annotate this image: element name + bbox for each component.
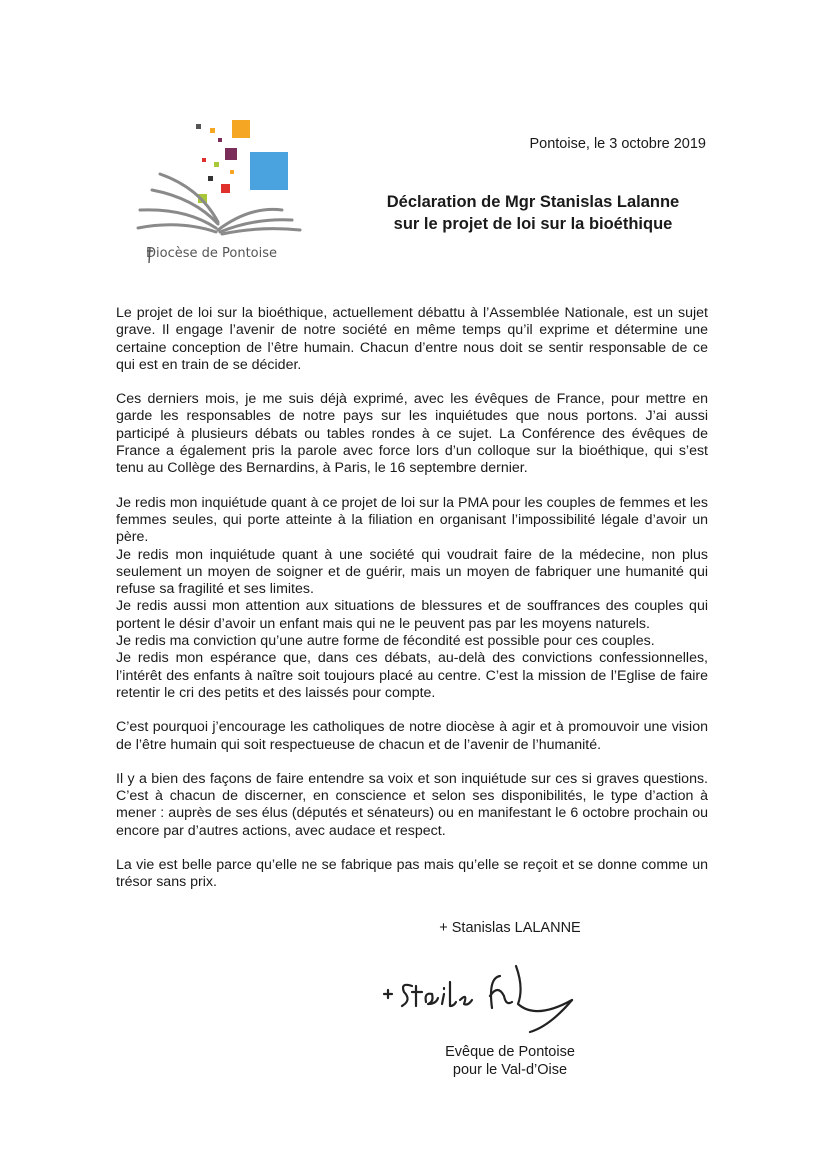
paragraph: La vie est belle parce qu’elle ne se fabrique pas mais qu’elle se reçoit et se donne comme un trésor sans prix.	[116, 857, 708, 891]
logo-text: Diocèse de Pontoise	[146, 246, 277, 261]
signatory-role	[420, 1043, 600, 1079]
letter-body	[116, 305, 708, 909]
role-line-1: Evêque de Pontoise	[445, 1044, 575, 1060]
letter-date: Pontoise, le 3 octobre 2019	[529, 136, 706, 152]
logo-square-red	[221, 184, 230, 193]
title-line-2: sur le projet de loi sur la bioéthique	[393, 215, 673, 233]
letter-title	[340, 191, 726, 235]
paragraph: Je redis mon inquiétude quant à une société qui voudrait faire de la médecine, non plus seulement un moyen de soigner et de guérir, mais un moyen de fabriquer une humanité qui refuse sa fragilité et ses limites.	[116, 546, 708, 598]
role-line-2: pour le Val-d’Oise	[452, 1062, 568, 1078]
paragraph: Je redis mon espérance que, dans ces débats, au-delà des convictions confessionnelles, l’intérêt des enfants à naître soit toujours placé au centre. C’est la mission de l’Eglise de faire retentir le cri des petits et des laissés pour compte.	[116, 650, 708, 701]
logo-graphic	[130, 112, 310, 252]
logo-square-grey	[196, 124, 201, 129]
paragraph: Ces derniers mois, je me suis déjà exprimé, avec les évêques de France, pour mettre en garde les responsables de notre pays sur les inquiétudes que nous portons. J’ai aussi participé à plusieurs débats ou tables rondes à ce sujet. La Conférence des évêques de France a également pris la parole avec force lors d’un colloque sur la bioéthique, qui s’est tenu au Collège des Bernardins, à Paris, le 16 septembre dernier.	[116, 391, 708, 477]
logo-square-purple	[225, 148, 237, 160]
diocese-logo	[130, 112, 310, 272]
paragraph: Je redis mon inquiétude quant à ce projet de loi sur la PMA pour les couples de femmes et les femmes seules, qui porte atteinte à la filiation en organisant l’impossibilité légale d’avoir un père.	[116, 494, 708, 546]
paragraph: Je redis ma conviction qu’une autre forme de fécondité est possible pour ces couples.	[116, 633, 655, 650]
paragraph: Il y a bien des façons de faire entendre sa voix et son inquiétude sur ces si graves questions. C’est à chacun de discerner, en conscience et selon ses disponibilités, le type d’action à mener : auprès de ses élus (députés et sénateurs) ou en manifestant le 6 octobre prochain ou encore par d’autres actions, avec audace et respect.	[116, 770, 708, 839]
handwritten-signature	[372, 948, 592, 1038]
logo-square-blue	[250, 152, 288, 190]
signatory-name: + Stanislas LALANNE	[439, 920, 581, 936]
logo-square-orange	[232, 120, 250, 138]
title-line-1: Déclaration de Mgr Stanislas Lalanne	[386, 193, 680, 211]
cross-icon	[146, 246, 154, 264]
paragraph: Le projet de loi sur la bioéthique, actuellement débattu à l’Assemblée Nationale, est un sujet grave. Il engage l’avenir de notre société en même temps qu’il exprime et détermine une certaine conception de l’être humain. Chacun d’entre nous doit se sentir responsable de ce qui est en train de se décider.	[116, 305, 708, 373]
paragraph: C’est pourquoi j’encourage les catholiques de notre diocèse à agir et à promouvoir une vision de l’être humain qui soit respectueuse de chacun et de l’avenir de l’humanité.	[116, 719, 708, 753]
paragraph: Je redis aussi mon attention aux situations de blessures et de souffrances des couples qui portent le désir d’avoir un enfant mais qui ne le peuvent pas par les moyens naturels.	[116, 598, 708, 632]
